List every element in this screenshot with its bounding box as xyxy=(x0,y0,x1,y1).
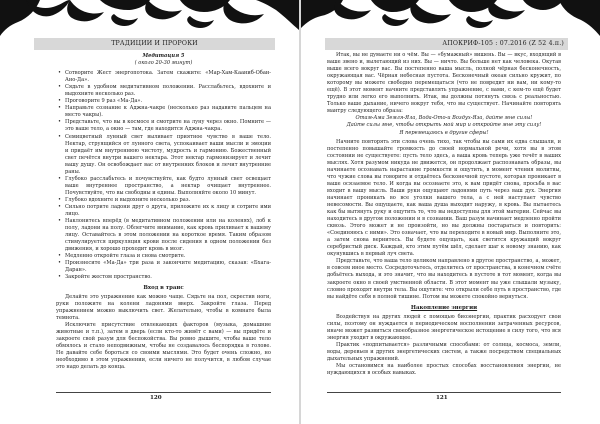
list-item: • Медленно откройте глаза и снова смотрите. xyxy=(56,253,271,260)
running-header: АПОКРИФ-105 : 07.2016 (Z 52 4.п.) xyxy=(325,38,568,50)
paragraph: Делайте это упражнение как можно чаще. Сядьте на пол, скрестив ноги, руки положите на колени ладонями вверх. Закройте глаза. Перед упражнением можно выключить свет. Желательно, чтобы в комнате была темнота. xyxy=(56,293,271,321)
paragraph: Практик «подпитывается» различными способами: от солнца, космоса, земли, воды, деревьев и других энергетических систем, а также посредством специальных дыхательных упражнений. xyxy=(327,341,561,362)
footer-rule xyxy=(327,392,561,393)
paragraph: Итак, вы не думаете ни о чём. Вы — «бумажный» вишень. Вы — вкус, входящий в ваше звено и, вылетающий из них. Вы — ничто. Вы больше нет как человека. Окутав выше всего вокруг вас. Вы постепенно ваша мысль, полной чёрная бесконечность, окружающая вас. Чёрная небесная пустота. Бесконечный океан сильно кружит, по которому вы можете свободно перемещаться (что не повредит ни вам, ни кому-то ещё). В этот момент начните представлять упражнение, с вами, с кем-то ещё будет трудно или легко его выполнить. Итак, вы должны потянуть связь с реальностью. Только ваше дыхание, ничего вокруг тебя, что вы существует. Начинайте повторять мантру следующего образа: xyxy=(327,52,561,115)
running-header: ТРАДИЦИИ И ПРОРОКИ xyxy=(34,38,275,50)
left-page xyxy=(0,0,299,424)
left-page-content xyxy=(56,52,271,371)
list-item: • Сильно потрите ладони друг о друга, приложите их к лицу и сотрите ими лицо. xyxy=(56,204,271,218)
list-item: • Представьте, что вы в космосе и смотрите на луну через окно. Помните — это ваше тело, а окно — там, где находится Аджна-чакра. xyxy=(56,119,271,133)
page-number: 120 xyxy=(150,395,162,401)
list-item: • Глубоко вдохните и выдохните несколько раз. xyxy=(56,197,271,204)
mantra-line: Отам-Ама Земля-Яла, Вода-Ото-и Воздух-Яза, дайте мне силы! xyxy=(355,115,533,122)
mantra-line: Дайте силы мне, чтобы открыть мой мир и откройте мне эту силу! xyxy=(346,122,542,129)
paragraph: Воздействуя на других людей с помощью биоэнергии, практик расходует свои силы, поэтому он нуждается в периодическом восполнении затраченных ресурсов, иначе может развиться своеобразное энергетическое истощение в силу того, что вся энергия уходит в окружающее. xyxy=(327,313,561,341)
list-item: • Направьте сознание к Аджна-чакре (несколько раз надавите пальцем на место чакры). xyxy=(56,105,271,119)
list-item: • Закройте жестом пространство. xyxy=(56,274,271,281)
mantra-ending: Я перемещаюсь в другие сферы! xyxy=(399,129,489,136)
page-number: 121 xyxy=(436,395,448,401)
tribal-ornament xyxy=(0,0,299,38)
list-item: • Сядьте в удобном медитативном положении. Расслабьтесь, вдохните и выдохните несколько раз. xyxy=(56,84,271,98)
list-item: • Наклонитесь вперёд (в медитативном положении или на коленях), лоб к полу, ладони на полу. Облегчите внимание, как кровь приливает к вашему лицу. Оставайтесь в этом положении на короткое время. Таким образом стимулируется циркуляция крови после сидения в одном положении без движения, и хорошо проходит кровь в мозг. xyxy=(56,218,271,253)
footer-rule xyxy=(56,392,271,393)
paragraph: Представьте, что ваша тело целиком направлено в другое пространство, а, может, в совсем иное место. Сосредоточьтесь, отделитесь от пространства, в конечном счёте добьётесь выхода, и это значит, что вы находитесь в пустоте в тот момент, когда вы закроете окно в своей умственной области. В этот момент вы уже слышали музыку, словно проходят внутри тела. Вы ощутите: что открыли себе путь в пространство, где вы найдёте себя в полной тишине. Потом вы можете спокойно вернуться. xyxy=(327,258,561,300)
section-title: Накопление энергии xyxy=(410,304,478,311)
right-page-content xyxy=(327,52,561,377)
paragraph: Исключите присутствие отвлекающих факторов (музыка, домашние животные и т.п.), затем в дверь (если кто-то живёт с вами) — вы придёте и закроете свой разум для беспокойства. Вы ровно дышите, чтобы ваше тело обмялось и стало неподвижным, чтобы не создавалось беспорядка в голове. Не давайте себе бороться со своими мыслями. Это будет очень сложно, но необходимо в этом упражнении, если ничего не получится, в любом случае это надо делать до конца. xyxy=(56,321,271,371)
list-item: • Семицветный лунный свет выливает приятное чувство в ваше тело. Нектар, струящийся от лунного света, успокаивает ваши мысли и эмоции и придаёт им внутреннюю чистоту, мудрость и гармонию. Божественный свет печётся внутри вашего нектара. Этот нектар гармонизирует и лечит вашу душу. Он освобождает вас от внутренних блоков и лечит внутренние раны. xyxy=(56,134,271,176)
meditation-subtitle: ( около 20-30 минут) xyxy=(134,60,193,67)
meditation-steps xyxy=(56,70,271,281)
paragraph: Мы остановимся на наиболее простых способах восстановления энергии, не нуждающихся в особых навыках. xyxy=(327,363,561,377)
list-item: • Произнесите «Ма-Да» три раза и закончите медитацию, сказав: «Бхага-Даран». xyxy=(56,260,271,274)
section-title: Вход в транс xyxy=(143,284,184,291)
right-page xyxy=(301,0,600,424)
list-item: • Глубоко расслабьтесь и почувствуйте, как будто лунный свет освещает ваше внутреннее пространство, а нектар очищает внутреннее. Почувствуйте, что вы свободны и едины. Выполняйте около 10 минут. xyxy=(56,176,271,197)
list-item: • Проговорите 9 раз «Ма-Да». xyxy=(56,98,271,105)
list-item: • Сотворите Жест энергопотока. Затем скажите: «Мар-Хам-Кааниб-Обан-Ано-Да». xyxy=(56,70,271,84)
meditation-title: Медитация 5 xyxy=(142,53,185,59)
tribal-ornament xyxy=(301,0,600,38)
paragraph: Начните повторять эти слова очень тихо, так чтобы вы сами их едва слышали, и постепенно повышайте громкость до своей нормальной речи, хотя вы в этом состоянии не существуете: пусть тело здесь, а ваша кровь теперь уже течёт в ваших мыслях. Хотя разумом никуда не движется, он продолжает распознавать образы, вы начинаете осознавать нарастание громкости и ощутить, в момент чтения молитвы, что чужие слова вы говорите и отдаётесь бесконечной пустоте, которая проникает в ваше осязаемое тело. И когда вы осознаете это, к вам придёт снова, просьба в вас входит в вашу мысль. Ваши руки ощущают ладонями путь через ваш дух. Энергия начинает проникать во все уголки вашего тела, а с ней наступает чувство невесомости. Вы ощущаете, как ваша душа выходит наружу, в кровь. Вы пытаетесь как бы вытянуть руку и ощутить то, что вы недоступны для этой материи. Сейчас вы находитесь в другом положении и в сознании. Ваш разум начинает медленно пройти сквозь. Этого может и не произойти, но вы должны постараться и повторить: «Соединяюсь с ними». Это означает, что вы переходите в новый мир. Выполните это, а затем снова вернитесь. Вы будете ощущать, как светится кружащий вокруг серебристый диск. Каждый, кто этим путём шёл, сделает шаг к новому знанию, как окунувшись в первый луч света. xyxy=(327,138,561,258)
